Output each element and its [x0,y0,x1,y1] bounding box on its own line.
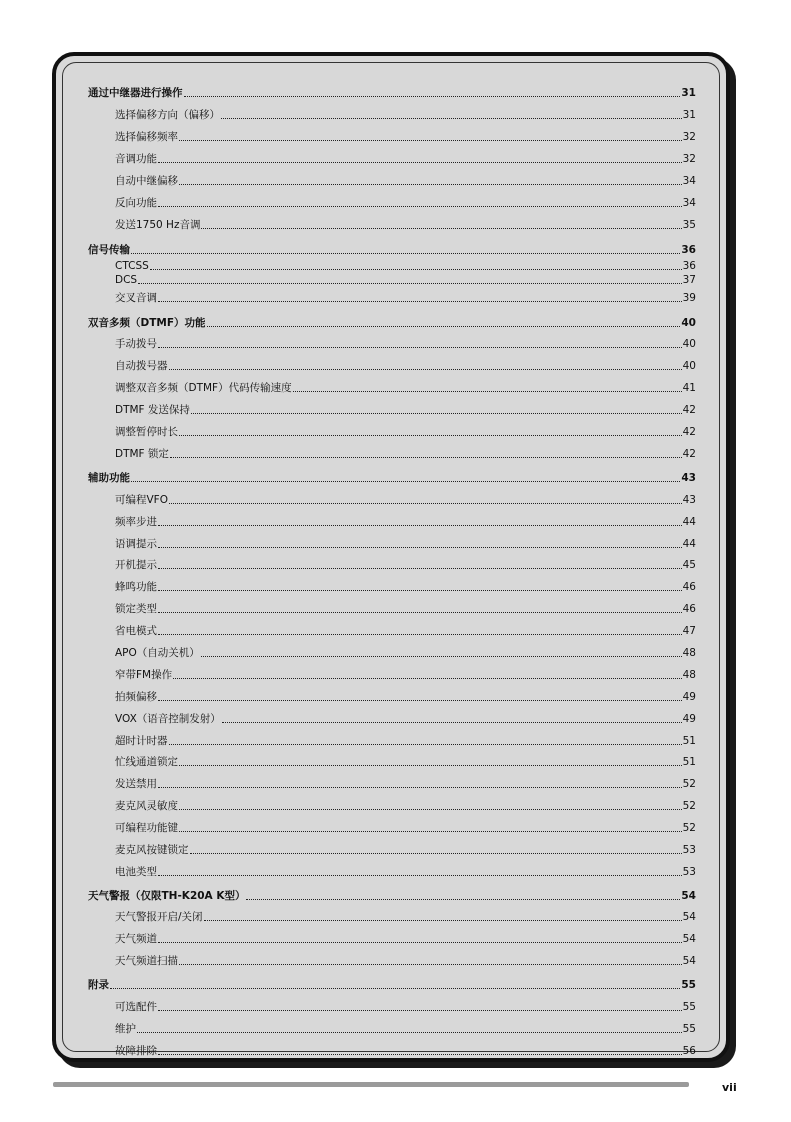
toc-entry[interactable] [115,380,696,396]
dot-leader [150,269,682,270]
toc-entry-page: 55 [682,1001,696,1013]
toc-entry[interactable] [115,290,696,306]
dot-leader [179,140,682,141]
toc-entry-page: 40 [682,338,696,350]
toc-entry-page: 36 [682,260,696,272]
toc-entry-title: 选择偏移频率 [115,131,178,143]
toc-entry[interactable] [115,623,696,639]
dot-leader [158,301,682,302]
dot-leader [184,96,681,97]
toc-entry[interactable] [115,733,696,749]
toc-entry-title: 窄带FM操作 [115,669,173,681]
dot-leader [190,853,682,854]
toc-entry-page: 43 [681,472,696,484]
toc-entry-title: 双音多频（DTMF）功能 [88,317,206,329]
dot-leader [110,988,680,989]
dot-leader [179,184,682,185]
dot-leader [158,942,682,943]
toc-entry-title: 选择偏移方向（偏移） [115,109,220,121]
toc-entry-page: 55 [682,1023,696,1035]
toc-entry-title: 维护 [115,1023,136,1035]
toc-entry-title: 调整双音多频（DTMF）代码传输速度 [115,382,292,394]
toc-entry-page: 53 [682,844,696,856]
dot-leader [158,634,682,635]
toc-entry-title: 自动拨号器 [115,360,168,372]
dot-leader [173,678,682,679]
toc-entry[interactable] [115,336,696,352]
toc-entry-page: 55 [681,979,696,991]
dot-leader [158,206,682,207]
toc-entry[interactable] [115,842,696,858]
toc-entry[interactable] [115,798,696,814]
toc-entry-title: 语调提示 [115,538,157,550]
toc-entry-page: 52 [682,822,696,834]
toc-entry[interactable] [115,820,696,836]
toc-entry-page: 45 [682,559,696,571]
toc-entry-title: CTCSS [115,260,149,272]
dot-leader [131,253,680,254]
toc-entry[interactable] [115,1043,696,1059]
toc-entry[interactable] [115,645,696,661]
dot-leader [158,1010,682,1011]
toc-entry[interactable] [115,1021,696,1037]
toc-entry-page: 54 [682,911,696,923]
toc-section-entry[interactable] [88,470,696,486]
dot-leader [158,612,682,613]
dot-leader [179,964,682,965]
dot-leader [169,503,682,504]
toc-entry-title: 蜂鸣功能 [115,581,157,593]
dot-leader [158,1054,682,1055]
toc-section-entry[interactable] [88,888,696,904]
toc-entry-page: 51 [682,756,696,768]
toc-entry-page: 46 [682,581,696,593]
toc-entry-page: 56 [682,1045,696,1057]
toc-entry[interactable] [115,579,696,595]
dot-leader [158,347,682,348]
toc-entry-page: 35 [682,219,696,231]
toc-entry-page: 52 [682,778,696,790]
toc-entry[interactable] [115,601,696,617]
toc-entry-title: DCS [115,274,138,286]
toc-entry-title: 开机提示 [115,559,157,571]
toc-entry-page: 42 [682,404,696,416]
toc-entry[interactable] [115,173,696,189]
toc-entry[interactable] [115,217,696,233]
toc-entry-page: 54 [682,933,696,945]
toc-entry[interactable] [115,129,696,145]
toc-section-entry[interactable] [88,315,696,331]
toc-entry-title: 附录 [88,979,109,991]
toc-section-entry[interactable] [88,977,696,993]
toc-entry-title: 拍频偏移 [115,691,157,703]
toc-entry[interactable] [115,424,696,440]
toc-entry-title: 麦克风灵敏度 [115,800,178,812]
page-number: vii [722,1081,737,1094]
toc-entry[interactable] [115,446,696,462]
dot-leader [158,525,682,526]
toc-entry[interactable] [115,931,696,947]
toc-entry-title: 锁定类型 [115,603,157,615]
toc-entry-title: 信号传输 [88,244,130,256]
toc-entry[interactable] [115,999,696,1015]
toc-entry-page: 42 [682,448,696,460]
toc-entry-title: 通过中继器进行操作 [88,87,183,99]
toc-entry-page: 39 [682,292,696,304]
toc-entry-page: 31 [681,87,696,99]
toc-entry-title: 麦克风按键锁定 [115,844,189,856]
toc-entry[interactable] [115,909,696,925]
toc-entry[interactable] [115,492,696,508]
toc-entry[interactable] [115,536,696,552]
dot-leader [158,787,682,788]
dot-leader [179,831,682,832]
toc-entry-title: 发送1750 Hz音调 [115,219,201,231]
dot-leader [201,656,682,657]
toc-entry[interactable] [115,151,696,167]
dot-leader [191,413,682,414]
toc-entry-title: VOX（语音控制发射） [115,713,221,725]
toc-entry[interactable] [115,358,696,374]
toc-entry-title: 手动拨号 [115,338,157,350]
toc-entry-title: 辅助功能 [88,472,130,484]
toc-entry-title: 故障排除 [115,1045,157,1057]
toc-entry-title: 交叉音调 [115,292,157,304]
toc-entry-page: 34 [682,175,696,187]
dot-leader [158,547,682,548]
toc-entry[interactable] [115,402,696,418]
toc-entry-title: 超时计时器 [115,735,168,747]
toc-entry[interactable] [115,557,696,573]
toc-entry-page: 48 [682,669,696,681]
dot-leader [201,228,681,229]
toc-entry-page: 48 [682,647,696,659]
dot-leader [158,162,682,163]
toc-entry-page: 40 [682,360,696,372]
toc-entry-title: 可选配件 [115,1001,157,1013]
toc-entry-page: 53 [682,866,696,878]
toc-entry-title: 可编程VFO [115,494,168,506]
toc-entry-title: 调整暂停时长 [115,426,178,438]
toc-entry[interactable] [115,272,696,288]
toc-entry-title: 天气警报开启/关闭 [115,911,203,923]
toc-entry-page: 42 [682,426,696,438]
toc-entry[interactable] [115,711,696,727]
toc-entry-page: 52 [682,800,696,812]
toc-entry-page: 41 [682,382,696,394]
dot-leader [204,920,682,921]
dot-leader [293,391,682,392]
dot-leader [179,765,682,766]
dot-leader [179,435,682,436]
toc-entry[interactable] [115,689,696,705]
toc-entry[interactable] [115,776,696,792]
toc-section-entry[interactable] [88,85,696,101]
toc-entry-page: 54 [681,890,696,902]
dot-leader [207,326,681,327]
toc-entry-page: 37 [682,274,696,286]
toc-entry-title: 电池类型 [115,866,157,878]
toc-entry-page: 32 [682,131,696,143]
toc-entry-title: 音调功能 [115,153,157,165]
toc-entry-page: 32 [682,153,696,165]
dot-leader [170,457,682,458]
dot-leader [137,1032,682,1033]
toc-entry-page: 44 [682,538,696,550]
toc-entry-page: 31 [682,109,696,121]
toc-entry-page: 36 [681,244,696,256]
toc-entry[interactable] [115,864,696,880]
dot-leader [221,118,682,119]
toc-entry-page: 44 [682,516,696,528]
toc-entry[interactable] [115,514,696,530]
dot-leader [169,744,682,745]
toc-entry-title: 天气频道 [115,933,157,945]
toc-entry[interactable] [115,754,696,770]
toc-entry[interactable] [115,953,696,969]
toc-entry-page: 54 [682,955,696,967]
toc-entry-title: DTMF 锁定 [115,448,169,460]
toc-entry-title: 发送禁用 [115,778,157,790]
toc-entry-title: 天气警报（仅限TH-K20A K型） [88,890,246,902]
toc-entry-title: 天气频道扫描 [115,955,178,967]
footer-rule [53,1082,689,1087]
toc-entry[interactable] [115,195,696,211]
dot-leader [158,700,682,701]
toc-entry-title: 自动中继偏移 [115,175,178,187]
toc-entry-page: 49 [682,713,696,725]
toc-entry-page: 46 [682,603,696,615]
toc-section-entry[interactable] [88,242,696,258]
dot-leader [246,899,680,900]
dot-leader [131,481,680,482]
dot-leader [169,369,682,370]
dot-leader [222,722,682,723]
toc-entry-title: DTMF 发送保持 [115,404,190,416]
toc-entry-page: 47 [682,625,696,637]
toc-entry-title: 反向功能 [115,197,157,209]
toc-entry-title: 省电模式 [115,625,157,637]
toc-entry-title: 可编程功能键 [115,822,178,834]
toc-entry-title: 忙线通道锁定 [115,756,178,768]
toc-entry-page: 40 [681,317,696,329]
toc-entry-page: 49 [682,691,696,703]
toc-entry-title: APO（自动关机） [115,647,200,659]
toc-entry-page: 51 [682,735,696,747]
toc-entry-page: 34 [682,197,696,209]
toc-entry[interactable] [115,667,696,683]
toc-entry-title: 频率步进 [115,516,157,528]
dot-leader [158,875,682,876]
toc-entry[interactable] [115,107,696,123]
dot-leader [179,809,682,810]
dot-leader [158,590,682,591]
toc-entry-page: 43 [682,494,696,506]
dot-leader [138,283,682,284]
dot-leader [158,568,682,569]
